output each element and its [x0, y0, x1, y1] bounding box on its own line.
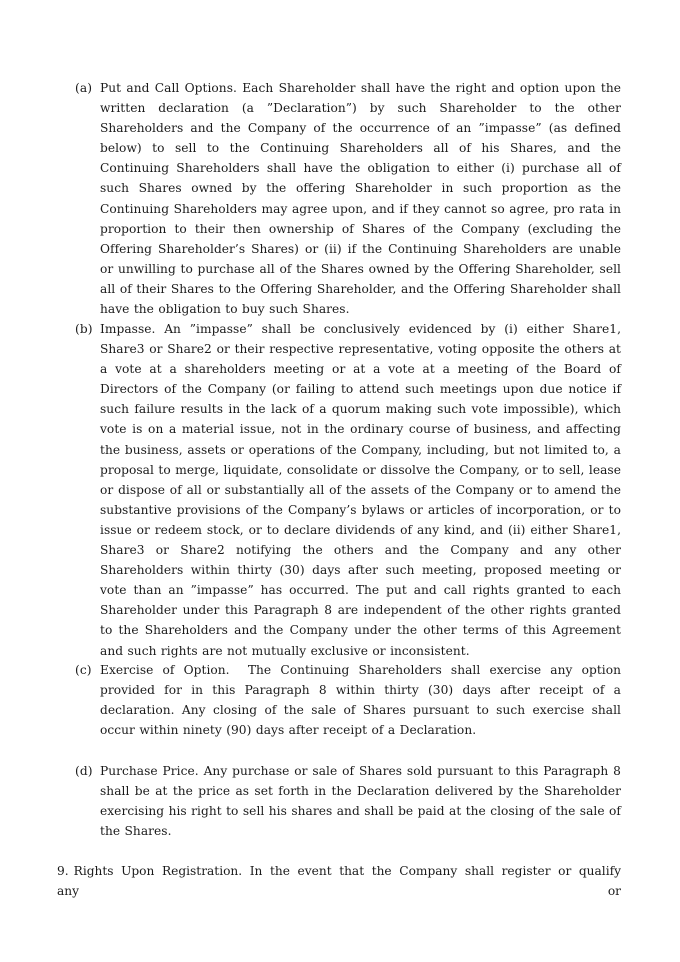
- clause-label: (a): [75, 81, 93, 95]
- section-number: 9.: [57, 864, 69, 878]
- clause-text: Impasse. An ”impasse” shall be conclusively evidenced by (i) either Share1, Share3 or Share2 or their respective representative, voting opposite the others at a vote at a shareholders meeting or at a vote at a meeting of the Board of Directors of the Company (or failing to attend such meetings upon due notice if such failure results in the lack of a quorum making such vote impossible), which vote is on a material issue, not in the ordinary course of business, and affecting the business, assets or operations of the Company, including, but not limited to, a proposal to merge, liquidate, consolidate or dissolve the Company, or to sell, lease or dispose of all or substantially all of the assets of the Company or to amend the substantive provisions of the Company’s bylaws or articles of incorporation, or to issue or redeem stock, or to declare dividends of any kind, and (ii) either Share1, Share3 or Share2 notifying the others and the Company and any other Shareholders within thirty (30) days after such meeting, proposed meeting or vote than an ”impasse” has occurred. The put and call rights granted to each Shareholder under this Paragraph 8 are independent of the other rights granted to the Shareholders and the Company under the other terms of this Agreement and such rights are not mutually exclusive or inconsistent.: [100, 322, 621, 658]
- clause-text: Purchase Price. Any purchase or sale of Shares sold pursuant to this Paragraph 8 shall be at the price as set forth in the Declaration delivered by the Shareholder exercising his right to sell his shares and shall be paid at the closing of the sale of the Shares.: [100, 764, 621, 839]
- clause-label: (c): [75, 663, 92, 677]
- section-text: Rights Upon Registration. In the event that the Company shall register or qualify any or: [57, 864, 621, 899]
- clause-text: Exercise of Option. The Continuing Shareholders shall exercise any option provided for in this Paragraph 8 within thirty (30) days after receipt of a declaration. Any closing of the sale of Shares pursuant to such exercise shall occur within ninety (90) days after receipt of a Declaration.: [100, 663, 626, 738]
- clause-label: (b): [75, 322, 93, 336]
- clause-a-put-and-call-options: [75, 78, 621, 319]
- clause-b-impasse: [75, 319, 621, 661]
- clause-c-exercise-of-option: [75, 660, 626, 740]
- section-9-rights-upon-registration: [57, 861, 621, 901]
- clause-text: Put and Call Options. Each Shareholder shall have the right and option upon the written declaration (a ”Declaration”) by such Shareholder to the other Shareholders and the Company of the occurrence of an ”impasse” (as defined below) to sell to the Continuing Shareholders all of his Shares, and the Continuing Shareholders shall have the obligation to either (i) purchase all of such Shares owned by the offering Shareholder in such proportion as the Continuing Shareholders may agree upon, and if they cannot so agree, pro rata in proportion to their then ownership of Shares of the Company (excluding the Offering Shareholder’s Shares) or (ii) if the Continuing Shareholders are unable or unwilling to purchase all of the Shares owned by the Offering Shareholder, sell all of their Shares to the Offering Shareholder, and the Offering Shareholder shall have the obligation to buy such Shares.: [100, 81, 621, 317]
- clause-d-purchase-price: [75, 761, 621, 841]
- clause-label: (d): [75, 764, 93, 778]
